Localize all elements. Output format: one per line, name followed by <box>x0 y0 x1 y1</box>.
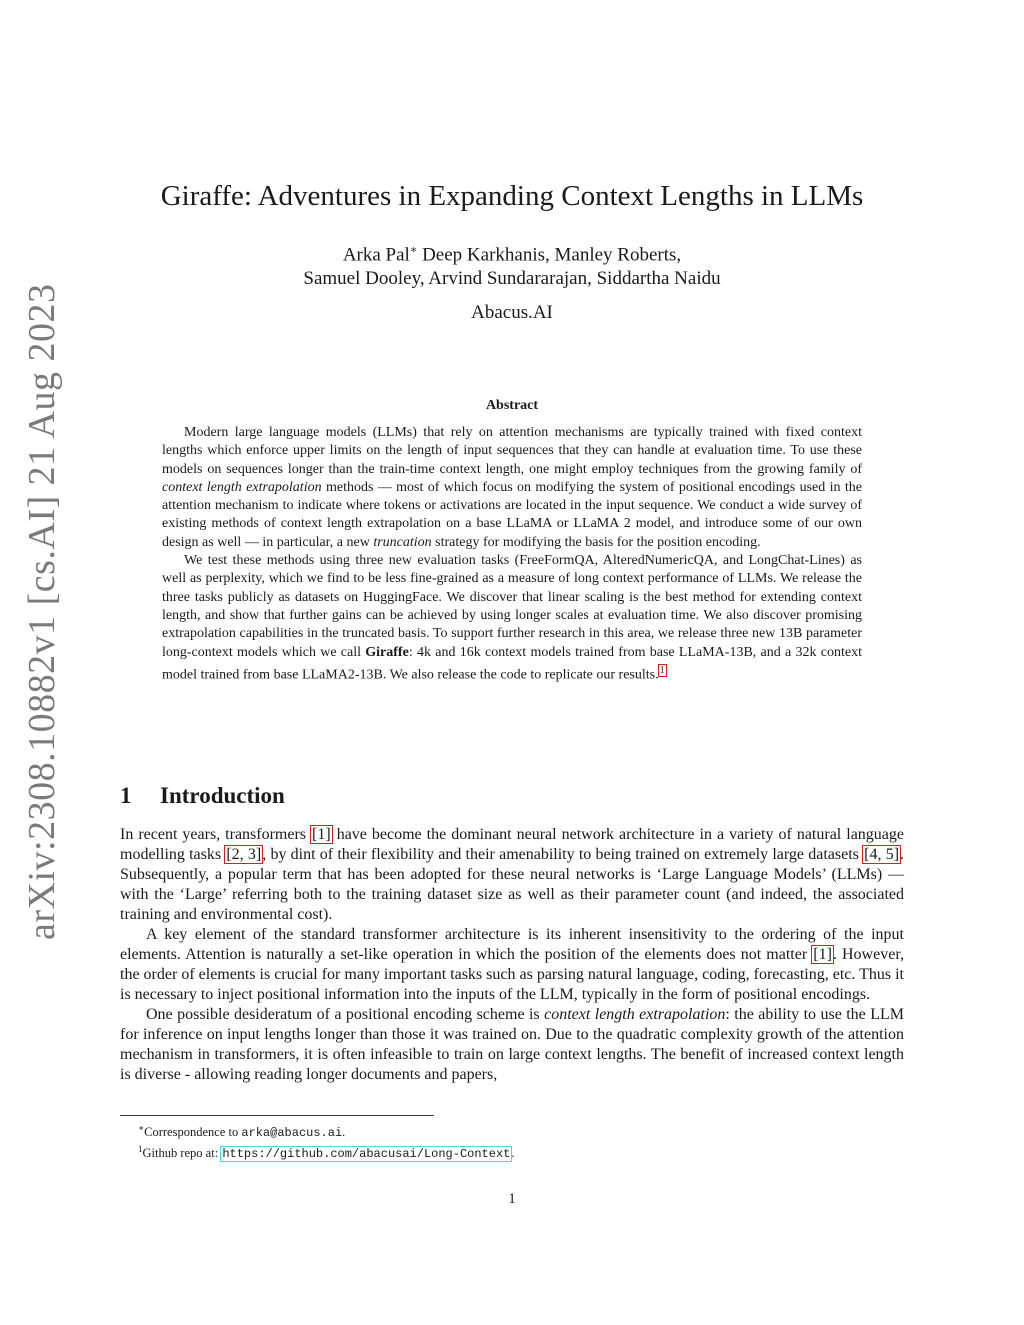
intro-text: In recent years, transformers <box>120 826 312 843</box>
footnote-text: . <box>511 1146 515 1161</box>
abstract-text: : 4k and 16k context models trained from base LLaMA-13B, and a 32k context model trained from base LLaMA2-13B. We also release the code to replicate our results. <box>162 644 862 683</box>
footnote-text: Github repo at: <box>142 1146 222 1161</box>
abstract-heading: Abstract <box>485 398 539 413</box>
citation-link[interactable]: [1] <box>312 826 331 843</box>
abstract-text: methods — most of which focus on modifying the system of positional encodings used in the attention mechanism to indicate where tokens or activations are located in the input sequence. We conduct a wide survey of existing methods of context length extrapolation on a base LLaMA or LLaMA 2 model, and introduce some of our own design as well — in particular, a new <box>162 479 862 550</box>
intro-text: have become the dominant neural network architecture in a variety of natural language modelling tasks <box>120 826 904 863</box>
footnote-divider <box>120 1115 434 1116</box>
page-number: 1 <box>508 1191 516 1207</box>
introduction-body <box>120 825 904 1085</box>
email-link[interactable]: arka@abacus.ai <box>241 1126 343 1141</box>
paper-title: Giraffe: Adventures in Expanding Context Lengths in LLMs <box>160 180 864 212</box>
arxiv-identifier-stamp: arXiv:2308.10882v1 [cs.AI] 21 Aug 2023 <box>21 283 63 940</box>
correspondence-marker: ∗ <box>409 244 418 256</box>
abstract-emphasis: context length extrapolation <box>162 479 322 495</box>
intro-paragraph-3 <box>120 1005 904 1085</box>
intro-text: A key element of the standard transformer architecture is its inherent insensitivity to the ordering of the input elements. Attention is naturally a set-like operation in which the position of the elements does not matter <box>120 926 904 963</box>
footnote-github <box>138 1141 514 1162</box>
intro-text: , by dint of their flexibility and their amenability to being trained on extremely large datasets <box>262 846 864 863</box>
github-repo-link[interactable]: https://github.com/abacusai/Long-Context <box>222 1147 511 1162</box>
author-first: Arka Pal <box>342 244 410 266</box>
citation-link[interactable]: [1] <box>813 946 832 963</box>
footnote-link-1[interactable]: 1 <box>659 664 665 676</box>
intro-text: . However, the order of elements is crucial for many important tasks such as parsing natural language, coding, forecasting, etc. Thus it is necessary to inject positional information into the inputs of the LLM, typically in the form of positional encodings. <box>120 946 905 1003</box>
footnote-marker: ∗ <box>138 1123 145 1133</box>
section-heading-introduction <box>120 783 285 809</box>
footnote-marker: 1 <box>138 1144 143 1155</box>
intro-text: . Subsequently, a popular term that has been adopted for these neural networks is ‘Large Language Models’ (LLMs) — with the ‘Large’ referring both to the training dataset size as well as their parameter count (and indeed, the associated training and environmental cost). <box>120 846 905 923</box>
author-list <box>0 238 1024 291</box>
abstract-paragraph-1 <box>162 424 862 552</box>
intro-text: One possible desideratum of a positional encoding scheme is <box>146 1006 545 1023</box>
abstract-text: strategy for modifying the basis for the position encoding. <box>431 534 761 550</box>
abstract-text: We test these methods using three new evaluation tasks (FreeFormQA, AlteredNumericQA, and LongChat-Lines) as well as perplexity, which we find to be less fine-grained as a measure of long context performance of LLMs. We release the three tasks publicly as datasets on HuggingFace. We discover that linear scaling is the best method for extending context length, and show that further gains can be achieved by using longer scales at evaluation time. We also discover promising extrapolation capabilities in the truncated basis. To support further research in this area, we release three new 13B parameter long-context models which we call <box>162 553 862 660</box>
author-line-2: Samuel Dooley, Arvind Sundararajan, Siddartha Naidu <box>303 268 721 290</box>
citation-link[interactable]: [4, 5] <box>864 846 900 863</box>
model-name-giraffe: Giraffe <box>365 644 409 660</box>
section-title: Introduction <box>160 783 285 808</box>
footnote-correspondence <box>138 1120 514 1141</box>
citation-link[interactable]: [2, 3] <box>226 846 262 863</box>
footnote-text: Correspondence to <box>144 1125 242 1140</box>
abstract-body <box>162 424 862 685</box>
footnote-text: . <box>342 1125 346 1140</box>
abstract-text: Modern large language models (LLMs) that rely on attention mechanisms are typically trained with fixed context lengths which enforce upper limits on the length of input sequences that they can handle at evaluation time. To use these models on sequences longer than the train-time context length, one might employ techniques from the growing family of <box>162 425 862 477</box>
affiliation: Abacus.AI <box>471 302 553 323</box>
intro-emphasis: context length extrapolation <box>544 1006 726 1023</box>
author-line-1-rest: Deep Karkhanis, Manley Roberts, <box>417 244 682 266</box>
abstract-emphasis: truncation <box>373 534 432 550</box>
abstract-paragraph-2 <box>162 552 862 685</box>
footnotes <box>138 1120 514 1162</box>
section-number: 1 <box>120 783 132 808</box>
intro-text: : the ability to use the LLM for inference on input lengths longer than those it was trained on. Due to the quadratic complexity growth of the attention mechanism in transformers, it is often infeasible to train on large context lengths. The benefit of increased context length is diverse - allowing reading longer documents and papers, <box>120 1006 905 1083</box>
intro-paragraph-1 <box>120 825 904 925</box>
intro-paragraph-2 <box>120 925 904 1005</box>
author-line-1 <box>0 238 1024 267</box>
